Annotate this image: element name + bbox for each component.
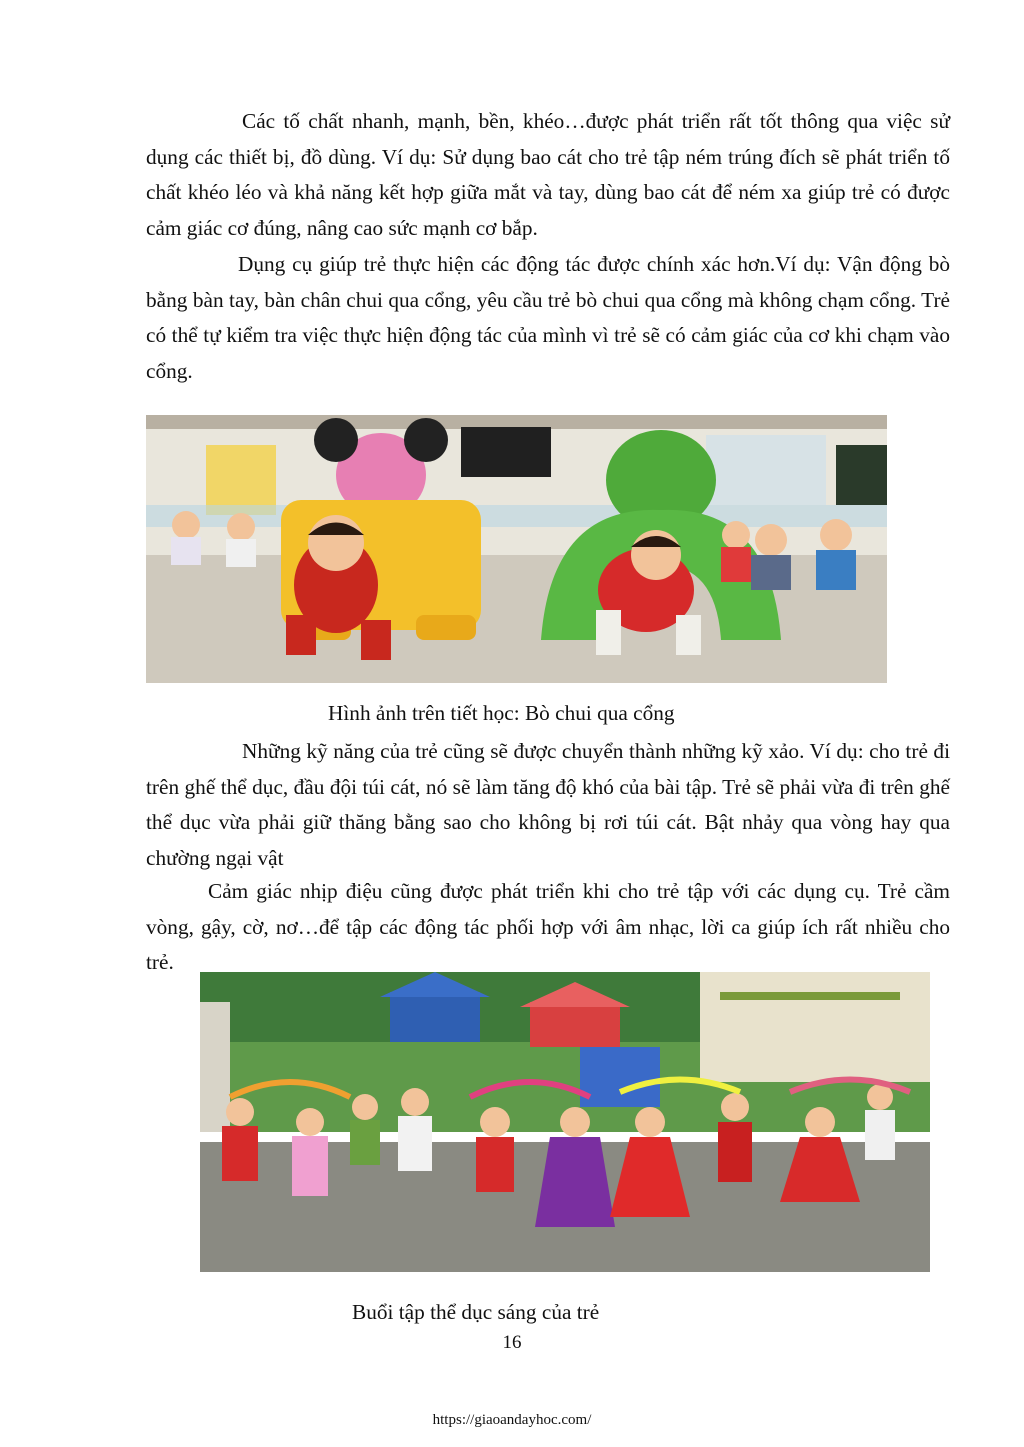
page-number: 16 <box>502 1332 522 1353</box>
paragraph-1: Các tố chất nhanh, mạnh, bền, khéo…được phát triển rất tốt thông qua việc sử dụng các thiết bị, đồ dùng. Ví dụ: Sử dụng bao cát cho trẻ tập ném trúng đích sẽ phát triển tố chất khéo léo và khả năng kết hợp giữa mắt và tay, dùng bao cát để ném xa giúp trẻ có được cảm giác cơ đúng, nâng cao sức mạnh cơ bắp. <box>146 109 950 240</box>
paragraph-4: Cảm giác nhịp điệu cũng được phát triển khi cho trẻ tập với các dụng cụ. Trẻ cầm vòng, gậy, cờ, nơ…để tập các động tác phối hợp với âm nhạc, lời ca giúp ích rất nhiều cho trẻ. <box>146 879 950 974</box>
photo-crawling-illustration <box>146 415 887 683</box>
photo-morning-exercise <box>200 972 930 1272</box>
paragraph-3: Những kỹ năng của trẻ cũng sẽ được chuyển thành những kỹ xảo. Ví dụ: cho trẻ đi trên ghế thể dục, đầu đội túi cát, nó sẽ làm tăng độ khó của bài tập. Trẻ sẽ phải vừa đi trên ghế thể dục vừa phải giữ thăng bằng sao cho không bị rơi túi cát. Bật nhảy qua vòng hay qua chường ngại vật <box>146 739 950 870</box>
footer-url: https://giaoandayhoc.com/ <box>432 1412 592 1428</box>
paragraph-2: Dụng cụ giúp trẻ thực hiện các động tác được chính xác hơn.Ví dụ: Vận động bò bằng bàn tay, bàn chân chui qua cổng, yêu cầu trẻ bò chui qua cổng mà không chạm cổng. Trẻ có thể tự kiểm tra việc thực hiện động tác của mình vì trẻ sẽ có cảm giác của cơ khi chạm vào cổng. <box>146 252 950 383</box>
photo-exercise-illustration <box>200 972 930 1272</box>
caption-photo-1: Hình ảnh trên tiết học: Bò chui qua cổng <box>328 701 675 725</box>
photo-crawling-through-gate <box>146 415 887 683</box>
caption-photo-2: Buổi tập thể dục sáng của trẻ <box>352 1300 600 1324</box>
